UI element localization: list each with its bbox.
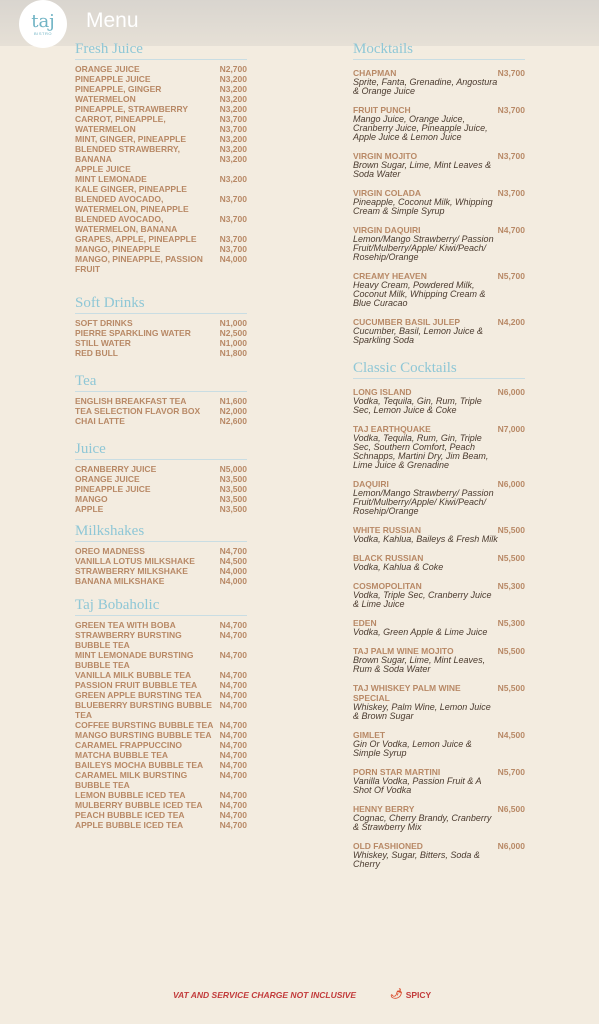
item-name: HENNY BERRY xyxy=(353,804,415,814)
item-name: PASSION FRUIT BUBBLE TEA xyxy=(75,680,198,690)
cocktail-item xyxy=(353,646,525,674)
item-name: MANGO BURSTING BUBBLE TEA xyxy=(75,730,212,740)
cocktail-item xyxy=(353,581,525,609)
item-description: Vodka, Tequila, Rum, Gin, Triple Sec, Southern Comfort, Peach Schnapps, Martini Dry, Jim Beam, Lime Juice & Grenadine xyxy=(353,433,489,470)
menu-item xyxy=(75,730,247,740)
section-classic-cocktails xyxy=(353,359,525,869)
menu-item xyxy=(75,84,247,94)
cocktail-item xyxy=(353,387,525,415)
item-price: N4,700 xyxy=(219,630,247,640)
item-name: APPLE JUICE xyxy=(75,164,131,174)
section-soft-drinks xyxy=(75,294,247,358)
item-name: PINEAPPLE, GINGER xyxy=(75,84,162,94)
item-description: Vodka, Tequila, Gin, Rum, Triple Sec, Lemon Juice & Coke xyxy=(353,396,482,415)
menu-item xyxy=(75,224,247,234)
section-mocktails xyxy=(353,40,525,345)
item-price: N3,200 xyxy=(219,104,247,114)
item-name: BAILEYS MOCHA BUBBLE TEA xyxy=(75,760,204,770)
item-name: MULBERRY BUBBLE ICED TEA xyxy=(75,800,203,810)
item-description: Whiskey, Sugar, Bitters, Soda & Cherry xyxy=(353,850,480,869)
item-price: N4,700 xyxy=(219,720,247,730)
item-name: BLENDED STRAWBERRY, xyxy=(75,144,180,154)
item-description: Whiskey, Palm Wine, Lemon Juice & Brown Sugar xyxy=(353,702,491,721)
item-price: N5,700 xyxy=(497,767,525,777)
menu-title: Menu xyxy=(86,9,139,32)
item-name: SOFT DRINKS xyxy=(75,318,133,328)
item-price: N5,500 xyxy=(497,646,525,656)
item-price: N3,200 xyxy=(219,154,247,164)
item-price: N1,800 xyxy=(219,348,247,358)
menu-item xyxy=(75,484,247,494)
item-name: STRAWBERRY MILKSHAKE xyxy=(75,566,188,576)
menu-item xyxy=(75,474,247,484)
item-description: Brown Sugar, Lime, Mint Leaves & Soda Water xyxy=(353,160,492,179)
menu-item xyxy=(75,174,247,184)
menu-item xyxy=(75,630,247,650)
item-description: Lemon/Mango Strawberry/ Passion Fruit/Mulberry/Apple/ Kiwi/Peach/ Rosehip/Orange xyxy=(353,234,494,262)
item-price: N3,700 xyxy=(497,151,525,161)
item-price: N4,700 xyxy=(219,620,247,630)
item-name: PORN STAR MARTINI xyxy=(353,767,441,777)
menu-item xyxy=(75,94,247,104)
cocktail-item xyxy=(353,525,525,544)
menu-item xyxy=(75,184,247,194)
item-price: N3,500 xyxy=(219,504,247,514)
item-name: LEMON BUBBLE ICED TEA xyxy=(75,790,186,800)
item-price: N4,200 xyxy=(497,317,525,327)
item-price: N4,500 xyxy=(219,556,247,566)
item-name: DAQUIRI xyxy=(353,479,389,489)
cocktail-item xyxy=(353,271,525,308)
item-name: CRANBERRY JUICE xyxy=(75,464,157,474)
menu-item xyxy=(75,204,247,214)
item-name: GRAPES, APPLE, PINEAPPLE xyxy=(75,234,197,244)
section-fresh-juice xyxy=(75,40,247,274)
item-price: N3,200 xyxy=(219,94,247,104)
cocktail-item xyxy=(353,105,525,142)
item-price: N4,700 xyxy=(219,760,247,770)
menu-item xyxy=(75,124,247,134)
item-name: VANILLA LOTUS MILKSHAKE xyxy=(75,556,195,566)
item-name: COSMOPOLITAN xyxy=(353,581,422,591)
item-price: N6,000 xyxy=(497,479,525,489)
cocktail-item xyxy=(353,225,525,262)
item-name: GIMLET xyxy=(353,730,386,740)
item-price: N3,700 xyxy=(497,188,525,198)
item-price: N3,200 xyxy=(219,74,247,84)
menu-item xyxy=(75,810,247,820)
item-price: N4,000 xyxy=(219,576,247,586)
menu-item xyxy=(75,650,247,670)
item-price: N5,300 xyxy=(497,618,525,628)
menu-item xyxy=(75,700,247,720)
menu-item xyxy=(75,790,247,800)
menu-item xyxy=(75,770,247,790)
item-price: N3,500 xyxy=(219,494,247,504)
item-price: N4,700 xyxy=(219,790,247,800)
cocktail-item xyxy=(353,424,525,470)
item-price: N6,000 xyxy=(497,841,525,851)
menu-item xyxy=(75,464,247,474)
item-name: CARAMEL MILK BURSTING BUBBLE TEA xyxy=(75,770,188,790)
cocktail-item xyxy=(353,317,525,345)
item-name: CREAMY HEAVEN xyxy=(353,271,427,281)
item-name: OLD FASHIONED xyxy=(353,841,423,851)
item-price: N4,700 xyxy=(219,770,247,780)
item-name: CHAPMAN xyxy=(353,68,397,78)
menu-item xyxy=(75,338,247,348)
item-name: GREEN APPLE BURSTING TEA xyxy=(75,690,202,700)
item-price: N7,000 xyxy=(497,424,525,434)
item-price: N4,700 xyxy=(219,740,247,750)
item-description: Vanilla Vodka, Passion Fruit & A Shot Of Vodka xyxy=(353,776,482,795)
item-description: Vodka, Kahlua & Coke xyxy=(353,562,444,572)
item-description: Sprite, Fanta, Grenadine, Angostura & Orange Juice xyxy=(353,77,498,96)
right-menu-column xyxy=(353,40,525,878)
item-price: N3,700 xyxy=(219,234,247,244)
menu-item xyxy=(75,566,247,576)
item-name: WATERMELON xyxy=(75,94,136,104)
item-price: N4,700 xyxy=(219,670,247,680)
item-price: N5,500 xyxy=(497,553,525,563)
item-description: Cognac, Cherry Brandy, Cranberry & Strawberry Mix xyxy=(353,813,492,832)
item-name: STILL WATER xyxy=(75,338,131,348)
item-name: WATERMELON, BANANA xyxy=(75,224,178,234)
item-price: N4,700 xyxy=(219,800,247,810)
item-price: N4,700 xyxy=(219,820,247,830)
section-title: Classic Cocktails xyxy=(353,359,525,379)
item-price: N6,500 xyxy=(497,804,525,814)
item-price: N4,700 xyxy=(219,680,247,690)
section-title: Juice xyxy=(75,440,247,460)
taj-bistro-logo[interactable] xyxy=(19,0,67,48)
menu-item xyxy=(75,328,247,338)
item-name: STRAWBERRY BURSTING BUBBLE TEA xyxy=(75,630,182,650)
item-header xyxy=(353,683,525,703)
section-taj-bobaholic xyxy=(75,596,247,830)
logo-mark: taj xyxy=(31,10,55,32)
item-name: RED BULL xyxy=(75,348,118,358)
menu-item xyxy=(75,396,247,406)
item-name: BANANA MILKSHAKE xyxy=(75,576,165,586)
menu-item xyxy=(75,504,247,514)
item-name: BLUEBERRY BURSTING BUBBLE TEA xyxy=(75,700,212,720)
section-title: Fresh Juice xyxy=(75,40,247,60)
item-price: N3,200 xyxy=(219,84,247,94)
item-description: Gin Or Vodka, Lemon Juice & Simple Syrup xyxy=(353,739,472,758)
item-name: MANGO xyxy=(75,494,108,504)
cocktail-item xyxy=(353,188,525,216)
left-menu-column xyxy=(75,40,247,830)
item-price: N4,700 xyxy=(219,546,247,556)
item-price: N4,000 xyxy=(219,254,247,264)
spicy-legend xyxy=(390,989,431,1000)
item-price: N3,200 xyxy=(219,144,247,154)
item-price: N3,200 xyxy=(219,134,247,144)
menu-item xyxy=(75,750,247,760)
item-name: LONG ISLAND xyxy=(353,387,412,397)
menu-item xyxy=(75,244,247,254)
cocktail-item xyxy=(353,553,525,572)
item-name: WATERMELON xyxy=(75,124,136,134)
item-price: N5,300 xyxy=(497,581,525,591)
menu-item xyxy=(75,74,247,84)
menu-item xyxy=(75,546,247,556)
item-price: N2,500 xyxy=(219,328,247,338)
menu-item xyxy=(75,104,247,114)
item-price: N3,700 xyxy=(219,214,247,224)
item-name: ENGLISH BREAKFAST TEA xyxy=(75,396,187,406)
menu-item xyxy=(75,620,247,630)
item-name: MINT LEMONADE xyxy=(75,174,147,184)
item-description: Heavy Cream, Powdered Milk, Coconut Milk, Whipping Cream & Blue Curacao xyxy=(353,280,486,308)
item-name: VIRGIN MOJITO xyxy=(353,151,418,161)
section-tea xyxy=(75,372,247,426)
item-price: N4,000 xyxy=(219,566,247,576)
cocktail-item xyxy=(353,841,525,869)
menu-item xyxy=(75,556,247,566)
cocktail-item xyxy=(353,618,525,637)
item-name: GREEN TEA WITH BOBA xyxy=(75,620,176,630)
item-price: N3,700 xyxy=(219,194,247,204)
cocktail-item xyxy=(353,151,525,179)
cocktail-item xyxy=(353,804,525,832)
item-name: PIERRE SPARKLING WATER xyxy=(75,328,191,338)
item-name: WATERMELON, PINEAPPLE xyxy=(75,204,189,214)
menu-item xyxy=(75,154,247,164)
item-description: Vodka, Triple Sec, Cranberry Juice & Lime Juice xyxy=(353,590,492,609)
item-price: N3,500 xyxy=(219,474,247,484)
menu-item xyxy=(75,670,247,680)
item-price: N2,600 xyxy=(219,416,247,426)
item-name: MANGO, PINEAPPLE, PASSION FRUIT xyxy=(75,254,203,274)
item-price: N5,500 xyxy=(497,525,525,535)
item-name: PINEAPPLE JUICE xyxy=(75,484,151,494)
item-price: N4,700 xyxy=(219,810,247,820)
section-title: Taj Bobaholic xyxy=(75,596,247,616)
cocktail-item xyxy=(353,767,525,795)
item-name: PINEAPPLE JUICE xyxy=(75,74,151,84)
item-name: MANGO, PINEAPPLE xyxy=(75,244,161,254)
chili-icon: 🌶 xyxy=(390,989,403,1000)
section-title: Tea xyxy=(75,372,247,392)
item-price: N6,000 xyxy=(497,387,525,397)
item-name: CHAI LATTE xyxy=(75,416,125,426)
menu-item xyxy=(75,406,247,416)
item-name: MATCHA BUBBLE TEA xyxy=(75,750,169,760)
item-name: ORANGE JUICE xyxy=(75,64,140,74)
item-price: N2,700 xyxy=(219,64,247,74)
section-milkshakes xyxy=(75,522,247,586)
menu-item xyxy=(75,144,247,154)
cocktail-item xyxy=(353,730,525,758)
item-price: N1,000 xyxy=(219,338,247,348)
item-name: VIRGIN COLADA xyxy=(353,188,421,198)
item-price: N4,700 xyxy=(497,225,525,235)
menu-item xyxy=(75,254,247,274)
item-name: APPLE BUBBLE ICED TEA xyxy=(75,820,184,830)
menu-item xyxy=(75,64,247,74)
item-price: N3,700 xyxy=(219,244,247,254)
item-name: APPLE xyxy=(75,504,104,514)
item-name: PINEAPPLE, STRAWBERRY xyxy=(75,104,189,114)
item-price: N5,500 xyxy=(497,683,525,693)
menu-item xyxy=(75,720,247,730)
item-price: N3,200 xyxy=(219,174,247,184)
item-price: N3,700 xyxy=(219,124,247,134)
item-name: TEA SELECTION FLAVOR BOX xyxy=(75,406,201,416)
menu-item xyxy=(75,820,247,830)
menu-item xyxy=(75,318,247,328)
cocktail-item xyxy=(353,683,525,721)
item-name: CUCUMBER BASIL JULEP xyxy=(353,317,461,327)
cocktail-item xyxy=(353,479,525,516)
item-description: Cucumber, Basil, Lemon Juice & Sparkling Soda xyxy=(353,326,484,345)
item-price: N3,700 xyxy=(219,114,247,124)
item-description: Mango Juice, Orange Juice, Cranberry Juice, Pineapple Juice, Apple Juice & Lemon Juice xyxy=(353,114,488,142)
item-name: BANANA xyxy=(75,154,112,164)
item-description: Brown Sugar, Lime, Mint Leaves, Rum & Soda Water xyxy=(353,655,486,674)
menu-item xyxy=(75,740,247,750)
menu-item xyxy=(75,348,247,358)
item-name: WHITE RUSSIAN xyxy=(353,525,421,535)
menu-item xyxy=(75,690,247,700)
item-price: N4,700 xyxy=(219,650,247,660)
item-name: EDEN xyxy=(353,618,377,628)
item-description: Pineapple, Coconut Milk, Whipping Cream & Simple Syrup xyxy=(353,197,493,216)
spicy-label: SPICY xyxy=(405,989,432,1000)
item-name: BLENDED AVOCADO, xyxy=(75,214,164,224)
section-title: Milkshakes xyxy=(75,522,247,542)
item-price: N4,700 xyxy=(219,730,247,740)
item-name: CARAMEL FRAPPUCCINO xyxy=(75,740,183,750)
item-name: PEACH BUBBLE ICED TEA xyxy=(75,810,185,820)
menu-item xyxy=(75,760,247,770)
item-name: ORANGE JUICE xyxy=(75,474,140,484)
item-name: KALE GINGER, PINEAPPLE xyxy=(75,184,187,194)
item-name: MINT, GINGER, PINEAPPLE xyxy=(75,134,186,144)
item-price: N5,700 xyxy=(497,271,525,281)
item-description: Vodka, Green Apple & Lime Juice xyxy=(353,627,488,637)
item-price: N1,600 xyxy=(219,396,247,406)
item-name: TAJ WHISKEY PALM WINE SPECIAL xyxy=(353,683,461,703)
item-name: CARROT, PINEAPPLE, xyxy=(75,114,166,124)
item-description: Lemon/Mango Strawberry/ Passion Fruit/Mulberry/Apple/ Kiwi/Peach/ Rosehip/Orange xyxy=(353,488,494,516)
item-price: N4,700 xyxy=(219,750,247,760)
menu-item xyxy=(75,416,247,426)
item-name: VANILLA MILK BUBBLE TEA xyxy=(75,670,192,680)
menu-item xyxy=(75,114,247,124)
item-price: N4,700 xyxy=(219,700,247,710)
item-name: TAJ PALM WINE MOJITO xyxy=(353,646,454,656)
item-price: N4,700 xyxy=(219,690,247,700)
item-price: N4,500 xyxy=(497,730,525,740)
menu-item xyxy=(75,234,247,244)
menu-item xyxy=(75,494,247,504)
item-description: Vodka, Kahlua, Baileys & Fresh Milk xyxy=(353,534,498,544)
item-name: VIRGIN DAQUIRI xyxy=(353,225,421,235)
section-title: Mocktails xyxy=(353,40,525,60)
menu-item xyxy=(75,800,247,810)
item-name: OREO MADNESS xyxy=(75,546,145,556)
item-name: TAJ EARTHQUAKE xyxy=(353,424,431,434)
section-title: Soft Drinks xyxy=(75,294,247,314)
item-name: MINT LEMONADE BURSTING BUBBLE TEA xyxy=(75,650,194,670)
item-price: N5,000 xyxy=(219,464,247,474)
item-name: COFFEE BURSTING BUBBLE TEA xyxy=(75,720,214,730)
menu-item xyxy=(75,134,247,144)
vat-notice: VAT AND SERVICE CHARGE NOT INCLUSIVE xyxy=(173,990,357,1000)
cocktail-item xyxy=(353,68,525,96)
item-price: N2,000 xyxy=(219,406,247,416)
item-name: BLACK RUSSIAN xyxy=(353,553,424,563)
item-name: BLENDED AVOCADO, xyxy=(75,194,164,204)
menu-item xyxy=(75,680,247,690)
item-name: FRUIT PUNCH xyxy=(353,105,411,115)
logo-subtext: BISTRO xyxy=(34,30,52,36)
section-juice xyxy=(75,440,247,514)
item-price: N3,700 xyxy=(497,105,525,115)
item-price: N1,000 xyxy=(219,318,247,328)
menu-item xyxy=(75,194,247,204)
item-price: N3,500 xyxy=(219,484,247,494)
menu-item xyxy=(75,576,247,586)
menu-item xyxy=(75,164,247,174)
menu-item xyxy=(75,214,247,224)
item-price: N3,700 xyxy=(497,68,525,78)
